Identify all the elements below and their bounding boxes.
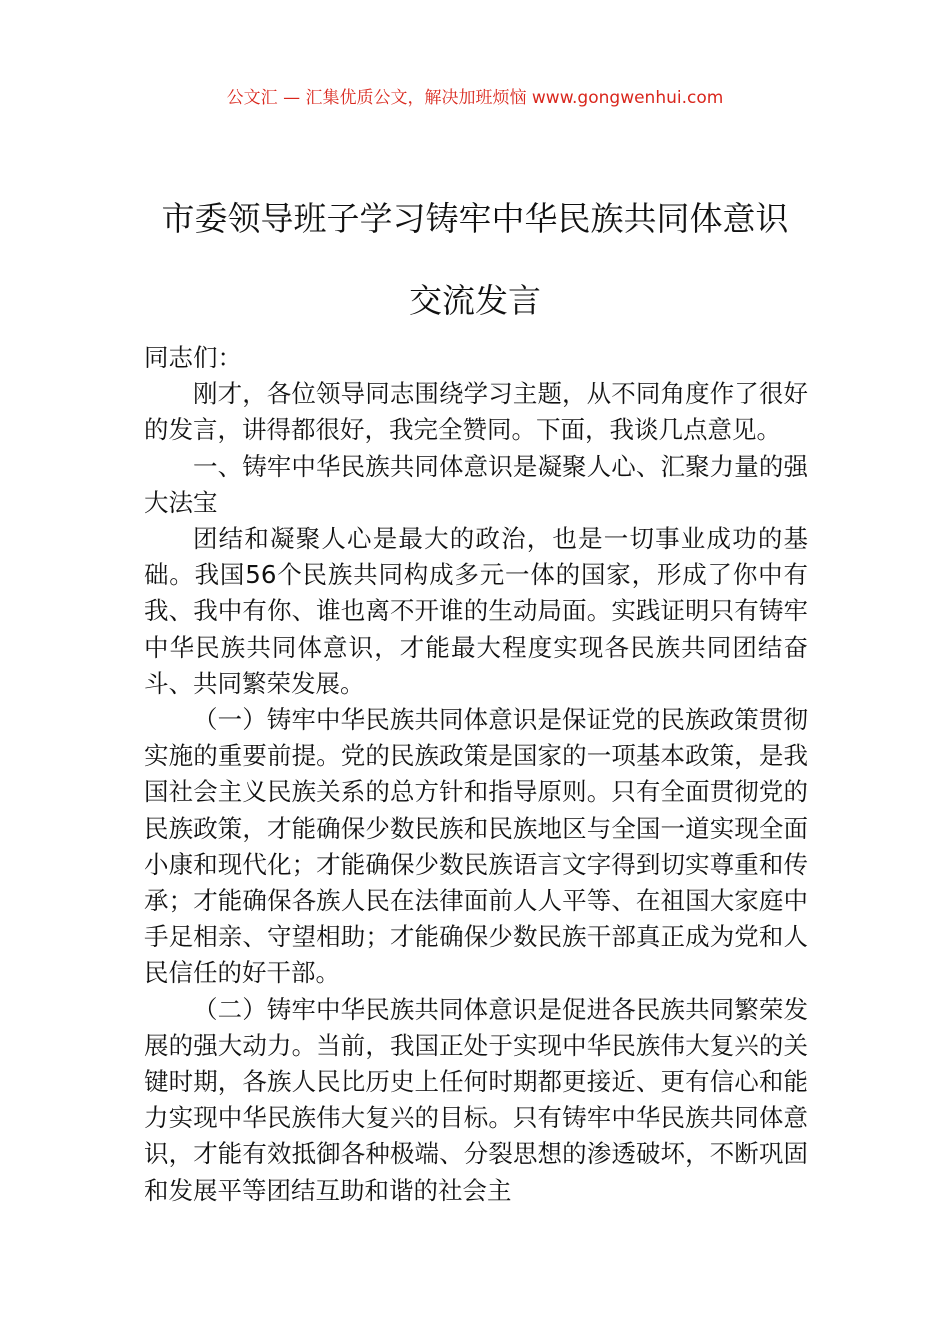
salutation: 同志们： bbox=[144, 343, 242, 372]
document-title: 市委领导班子学习铸牢中华民族共同体意识交流发言 bbox=[161, 199, 789, 320]
document-body bbox=[144, 340, 808, 1209]
paragraph-point-2: （二）铸牢中华民族共同体意识是促进各民族共同繁荣发展的强大动力。当前，我国正处于实现中华民族伟大复兴的关键时期，各族人民比历史上任何时期都更接近、更有信心和能力实现中华民族伟大复兴的目标。只有铸牢中华民族共同体意识，才能有效抵御各种极端、分裂思想的渗透破坏，不断巩固和发展平等团结互助和谐的社会主 bbox=[144, 994, 808, 1205]
paragraph-intro: 刚才，各位领导同志围绕学习主题，从不同角度作了很好的发言，讲得都很好，我完全赞同。下面，我谈几点意见。 bbox=[144, 379, 808, 445]
paragraph-unity: 团结和凝聚人心是最大的政治，也是一切事业成功的基础。我国56个民族共同构成多元一体的国家，形成了你中有我、我中有你、谁也离不开谁的生动局面。实践证明只有铸牢中华民族共同体意识，才能最大程度实现各民族共同团结奋斗、共同繁荣发展。 bbox=[144, 524, 808, 698]
section-heading-1: 一、铸牢中华民族共同体意识是凝聚人心、汇聚力量的强大法宝 bbox=[144, 451, 808, 517]
header-banner: 公文汇 — 汇集优质公文，解决加班烦恼 www.gongwenhui.com bbox=[226, 88, 724, 108]
paragraph-point-1: （一）铸牢中华民族共同体意识是保证党的民族政策贯彻实施的重要前提。党的民族政策是国家的一项基本政策，是我国社会主义民族关系的总方针和指导原则。只有全面贯彻党的民族政策，才能确保少数民族和民族地区与全国一道实现全面小康和现代化；才能确保少数民族语言文字得到切实尊重和传承；才能确保各族人民在法律面前人人平等、在祖国大家庭中手足相亲、守望相助；才能确保少数民族干部真正成为党和人民信任的好干部。 bbox=[144, 705, 808, 988]
